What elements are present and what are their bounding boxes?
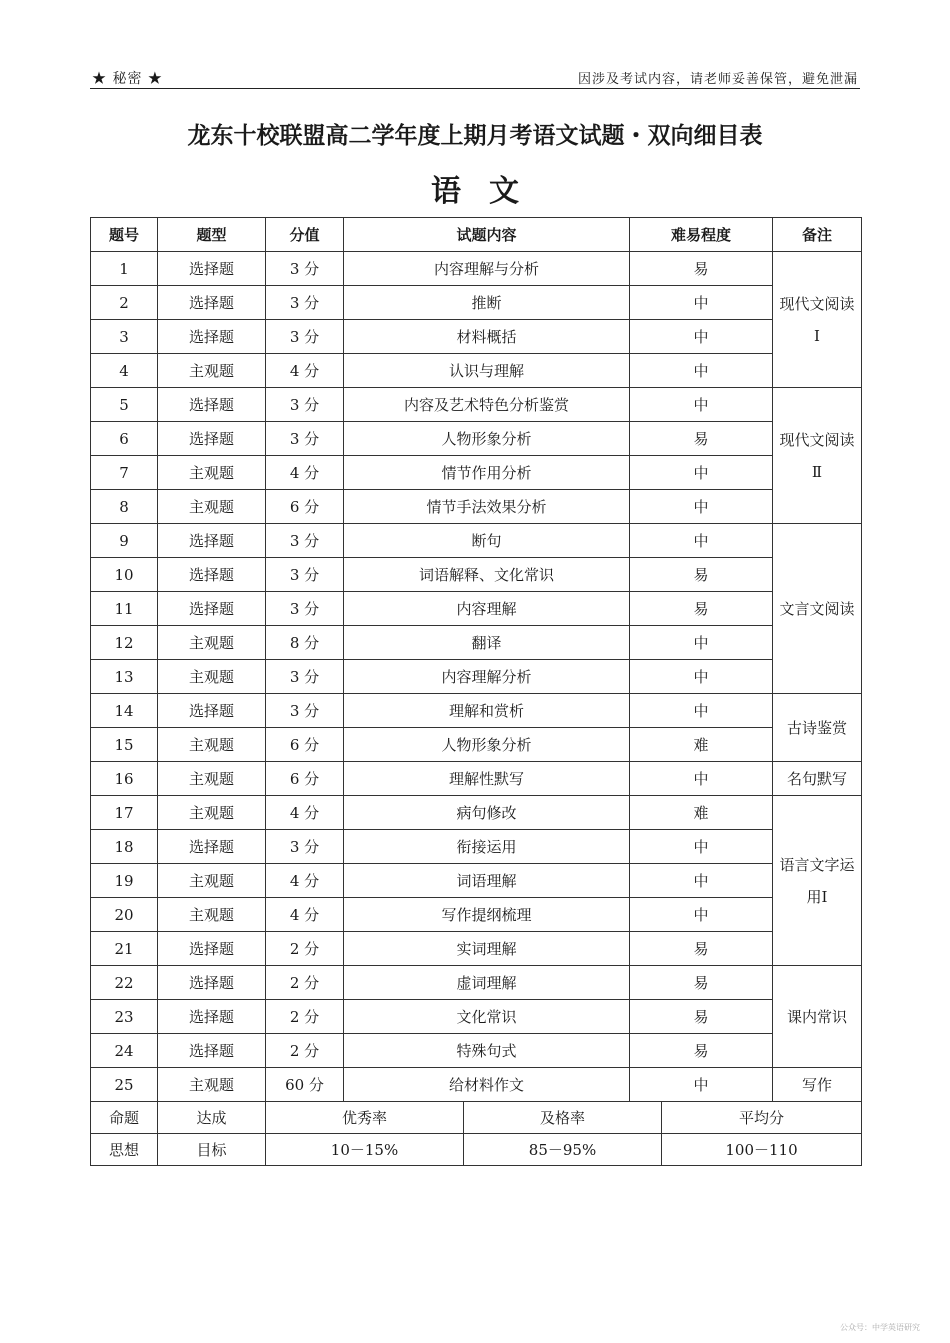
note-classical-reading: 文言文阅读 [773, 524, 862, 694]
cell-difficulty: 难 [630, 796, 773, 830]
table-row [91, 558, 862, 592]
cell-score: 60 分 [266, 1068, 344, 1102]
cell-content: 理解性默写 [344, 762, 630, 796]
table-row [91, 456, 862, 490]
excellent-rate-value: 10－15% [266, 1134, 464, 1166]
cell-score: 3 分 [266, 592, 344, 626]
table-row [91, 1000, 862, 1034]
note-modern-reading-1: 现代文阅读Ⅰ [773, 252, 862, 388]
cell-number: 22 [91, 966, 158, 1000]
cell-difficulty: 中 [630, 864, 773, 898]
table-row [91, 966, 862, 1000]
pass-rate-label: 及格率 [464, 1102, 662, 1134]
cell-number: 17 [91, 796, 158, 830]
table-row [91, 388, 862, 422]
cell-score: 3 分 [266, 660, 344, 694]
cell-content: 实词理解 [344, 932, 630, 966]
cell-content: 虚词理解 [344, 966, 630, 1000]
cell-content: 情节作用分析 [344, 456, 630, 490]
cell-difficulty: 难 [630, 728, 773, 762]
cell-score: 6 分 [266, 490, 344, 524]
col-header-score: 分值 [266, 218, 344, 252]
table-row [91, 252, 862, 286]
table-row [91, 830, 862, 864]
cell-number: 12 [91, 626, 158, 660]
cell-score: 3 分 [266, 388, 344, 422]
cell-number: 23 [91, 1000, 158, 1034]
cell-content: 内容理解 [344, 592, 630, 626]
idea-label-top: 命题 [91, 1102, 158, 1134]
col-header-type: 题型 [158, 218, 266, 252]
table-row [91, 932, 862, 966]
cell-difficulty: 中 [630, 762, 773, 796]
cell-content: 病句修改 [344, 796, 630, 830]
cell-score: 3 分 [266, 320, 344, 354]
cell-difficulty: 易 [630, 1000, 773, 1034]
cell-type: 主观题 [158, 898, 266, 932]
table-row [91, 1034, 862, 1068]
cell-type: 选择题 [158, 422, 266, 456]
cell-score: 4 分 [266, 354, 344, 388]
cell-number: 3 [91, 320, 158, 354]
cell-content: 材料概括 [344, 320, 630, 354]
average-score-label: 平均分 [662, 1102, 862, 1134]
cell-type: 选择题 [158, 286, 266, 320]
cell-score: 3 分 [266, 694, 344, 728]
cell-content: 认识与理解 [344, 354, 630, 388]
cell-content: 内容理解与分析 [344, 252, 630, 286]
cell-content: 断句 [344, 524, 630, 558]
cell-score: 3 分 [266, 422, 344, 456]
cell-score: 2 分 [266, 966, 344, 1000]
cell-content: 人物形象分析 [344, 422, 630, 456]
table-header-row [91, 218, 862, 252]
cell-score: 3 分 [266, 286, 344, 320]
cell-content: 理解和赏析 [344, 694, 630, 728]
table-row [91, 796, 862, 830]
cell-score: 3 分 [266, 830, 344, 864]
cell-content: 词语解释、文化常识 [344, 558, 630, 592]
goals-table [90, 1101, 862, 1166]
table-row [91, 320, 862, 354]
cell-number: 7 [91, 456, 158, 490]
excellent-rate-label: 优秀率 [266, 1102, 464, 1134]
cell-score: 4 分 [266, 864, 344, 898]
col-header-number: 题号 [91, 218, 158, 252]
cell-number: 19 [91, 864, 158, 898]
idea-label-bottom: 思想 [91, 1134, 158, 1166]
cell-content: 衔接运用 [344, 830, 630, 864]
table-row [91, 660, 862, 694]
average-score-value: 100－110 [662, 1134, 862, 1166]
cell-number: 1 [91, 252, 158, 286]
cell-difficulty: 中 [630, 626, 773, 660]
cell-number: 10 [91, 558, 158, 592]
cell-score: 3 分 [266, 524, 344, 558]
cell-difficulty: 中 [630, 660, 773, 694]
cell-number: 15 [91, 728, 158, 762]
cell-type: 主观题 [158, 490, 266, 524]
cell-number: 5 [91, 388, 158, 422]
cell-number: 4 [91, 354, 158, 388]
cell-content: 写作提纲梳理 [344, 898, 630, 932]
document-title: 龙东十校联盟高二学年度上期月考语文试题・双向细目表 [187, 123, 763, 149]
table-row [91, 524, 862, 558]
cell-type: 主观题 [158, 762, 266, 796]
cell-difficulty: 中 [630, 388, 773, 422]
note-modern-reading-2: 现代文阅读Ⅱ [773, 388, 862, 524]
cell-type: 选择题 [158, 252, 266, 286]
col-header-note: 备注 [773, 218, 862, 252]
cell-type: 选择题 [158, 558, 266, 592]
cell-score: 3 分 [266, 252, 344, 286]
cell-number: 11 [91, 592, 158, 626]
cell-difficulty: 中 [630, 490, 773, 524]
cell-type: 主观题 [158, 626, 266, 660]
cell-content: 内容及艺术特色分析鉴赏 [344, 388, 630, 422]
note-language-use: 语言文字运用Ⅰ [773, 796, 862, 966]
cell-difficulty: 中 [630, 456, 773, 490]
cell-difficulty: 中 [630, 286, 773, 320]
cell-difficulty: 易 [630, 252, 773, 286]
cell-content: 特殊句式 [344, 1034, 630, 1068]
table-row [91, 762, 862, 796]
goal-label-bottom: 目标 [158, 1134, 266, 1166]
cell-difficulty: 易 [630, 966, 773, 1000]
cell-score: 2 分 [266, 1034, 344, 1068]
page-header [90, 66, 860, 89]
cell-type: 选择题 [158, 966, 266, 1000]
cell-type: 主观题 [158, 796, 266, 830]
confidential-notice: 因涉及考试内容，请老师妥善保管，避免泄漏 [577, 72, 858, 87]
goals-row-labels [91, 1102, 862, 1134]
cell-score: 2 分 [266, 932, 344, 966]
cell-difficulty: 中 [630, 898, 773, 932]
table-row [91, 1068, 862, 1102]
table-row [91, 490, 862, 524]
table-row [91, 592, 862, 626]
cell-content: 内容理解分析 [344, 660, 630, 694]
cell-difficulty: 中 [630, 320, 773, 354]
confidential-mark: ★ 秘密 ★ [92, 71, 163, 87]
cell-score: 2 分 [266, 1000, 344, 1034]
table-row [91, 898, 862, 932]
cell-type: 主观题 [158, 456, 266, 490]
table-row [91, 694, 862, 728]
cell-type: 选择题 [158, 830, 266, 864]
watermark: 公众号：中学英语研究 [840, 1323, 920, 1332]
cell-number: 16 [91, 762, 158, 796]
cell-number: 6 [91, 422, 158, 456]
cell-difficulty: 中 [630, 524, 773, 558]
cell-difficulty: 易 [630, 592, 773, 626]
cell-type: 选择题 [158, 524, 266, 558]
cell-type: 选择题 [158, 1034, 266, 1068]
cell-type: 选择题 [158, 320, 266, 354]
cell-type: 主观题 [158, 354, 266, 388]
subject-heading: 语文 [431, 174, 547, 209]
cell-difficulty: 中 [630, 1068, 773, 1102]
cell-type: 选择题 [158, 694, 266, 728]
cell-number: 2 [91, 286, 158, 320]
cell-score: 4 分 [266, 456, 344, 490]
cell-difficulty: 中 [630, 830, 773, 864]
cell-content: 文化常识 [344, 1000, 630, 1034]
cell-content: 人物形象分析 [344, 728, 630, 762]
cell-number: 20 [91, 898, 158, 932]
cell-number: 8 [91, 490, 158, 524]
note-dictation: 名句默写 [773, 762, 862, 796]
cell-number: 9 [91, 524, 158, 558]
cell-difficulty: 易 [630, 422, 773, 456]
note-poetry: 古诗鉴赏 [773, 694, 862, 762]
cell-content: 词语理解 [344, 864, 630, 898]
cell-score: 6 分 [266, 728, 344, 762]
cell-score: 6 分 [266, 762, 344, 796]
cell-type: 选择题 [158, 1000, 266, 1034]
goal-label-top: 达成 [158, 1102, 266, 1134]
cell-type: 主观题 [158, 1068, 266, 1102]
cell-content: 情节手法效果分析 [344, 490, 630, 524]
note-writing: 写作 [773, 1068, 862, 1102]
cell-type: 选择题 [158, 592, 266, 626]
cell-score: 4 分 [266, 796, 344, 830]
cell-number: 24 [91, 1034, 158, 1068]
cell-type: 主观题 [158, 728, 266, 762]
table-row [91, 864, 862, 898]
cell-score: 3 分 [266, 558, 344, 592]
cell-number: 14 [91, 694, 158, 728]
cell-number: 21 [91, 932, 158, 966]
cell-difficulty: 易 [630, 932, 773, 966]
specification-table [90, 217, 862, 1102]
cell-content: 推断 [344, 286, 630, 320]
cell-difficulty: 易 [630, 558, 773, 592]
cell-content: 给材料作文 [344, 1068, 630, 1102]
col-header-content: 试题内容 [344, 218, 630, 252]
col-header-difficulty: 难易程度 [630, 218, 773, 252]
table-row [91, 286, 862, 320]
cell-score: 8 分 [266, 626, 344, 660]
cell-difficulty: 中 [630, 694, 773, 728]
cell-type: 主观题 [158, 864, 266, 898]
table-row [91, 422, 862, 456]
table-row [91, 626, 862, 660]
cell-number: 18 [91, 830, 158, 864]
cell-difficulty: 中 [630, 354, 773, 388]
cell-type: 选择题 [158, 932, 266, 966]
cell-type: 主观题 [158, 660, 266, 694]
cell-content: 翻译 [344, 626, 630, 660]
pass-rate-value: 85－95% [464, 1134, 662, 1166]
table-row [91, 728, 862, 762]
cell-type: 选择题 [158, 388, 266, 422]
goals-row-values [91, 1134, 862, 1166]
cell-number: 25 [91, 1068, 158, 1102]
cell-score: 4 分 [266, 898, 344, 932]
cell-difficulty: 易 [630, 1034, 773, 1068]
note-in-class: 课内常识 [773, 966, 862, 1068]
cell-number: 13 [91, 660, 158, 694]
table-row [91, 354, 862, 388]
